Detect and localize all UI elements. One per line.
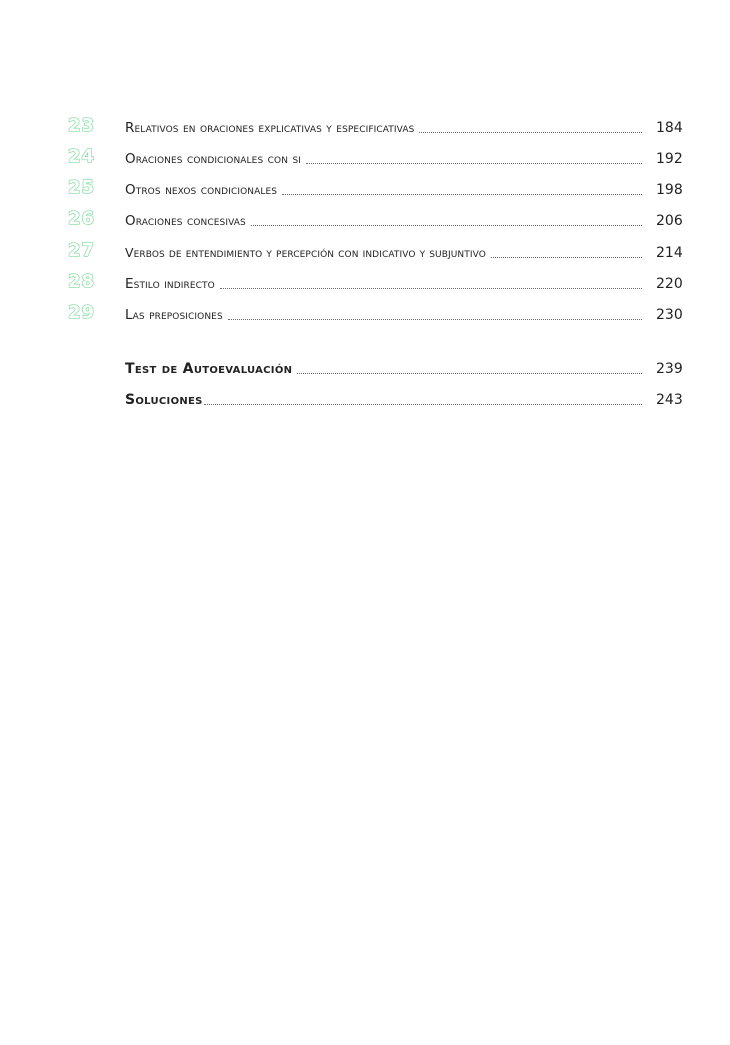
chapter-number: 24 <box>68 146 96 167</box>
toc-entry <box>125 115 683 137</box>
chapter-title: Otros nexos condicionales <box>125 182 278 198</box>
page-number: 214 <box>656 245 683 261</box>
chapter-title: Estilo indirecto <box>125 276 215 292</box>
toc-row-test[interactable] <box>0 356 730 378</box>
page-number: 206 <box>656 213 683 229</box>
chapter-number: 29 <box>68 302 96 323</box>
toc-entry <box>125 356 683 378</box>
dot-leader <box>220 270 642 289</box>
chapter-number: 26 <box>68 208 96 229</box>
page-number: 239 <box>656 361 683 377</box>
page-number: 243 <box>656 392 683 408</box>
chapter-number: 23 <box>68 115 96 136</box>
chapter-title: Las preposiciones <box>125 307 223 323</box>
dot-leader <box>491 239 642 258</box>
toc-entry <box>125 271 683 293</box>
chapter-title: Verbos de entendimiento y percepción con indicativo y subjuntivo <box>125 245 486 260</box>
toc-row-23[interactable] <box>0 115 730 137</box>
dot-leader <box>204 386 642 405</box>
dot-leader <box>419 114 642 133</box>
toc-entry <box>125 240 683 262</box>
toc-entry <box>125 302 683 324</box>
solutions-title: Soluciones <box>125 392 203 408</box>
dot-leader <box>282 176 642 195</box>
toc-entry <box>125 387 683 409</box>
dot-leader <box>297 355 642 374</box>
page-number: 184 <box>656 120 683 136</box>
page-number: 220 <box>656 276 683 292</box>
chapter-title: Oraciones concesivas <box>125 213 246 229</box>
chapter-number: 27 <box>68 240 96 261</box>
toc-entry <box>125 177 683 199</box>
chapter-title: Oraciones condicionales con si <box>125 151 302 167</box>
chapter-number: 28 <box>68 271 96 292</box>
chapter-number: 25 <box>68 177 96 198</box>
toc-entry <box>125 146 683 168</box>
test-title: Test de Autoevaluación <box>125 361 293 377</box>
toc-row-26[interactable] <box>0 208 730 230</box>
page-number: 192 <box>656 151 683 167</box>
chapter-title: Relativos en oraciones explicativas y especificativas <box>125 120 415 136</box>
page-number: 198 <box>656 182 683 198</box>
toc-row-solutions[interactable] <box>0 387 730 409</box>
dot-leader <box>306 145 642 164</box>
page-number: 230 <box>656 307 683 323</box>
toc-entry <box>125 208 683 230</box>
toc-row-24[interactable] <box>0 146 730 168</box>
toc-row-27[interactable] <box>0 240 730 262</box>
toc-row-28[interactable] <box>0 271 730 293</box>
toc-row-25[interactable] <box>0 177 730 199</box>
toc-row-29[interactable] <box>0 302 730 324</box>
dot-leader <box>228 301 642 320</box>
dot-leader <box>251 207 642 226</box>
